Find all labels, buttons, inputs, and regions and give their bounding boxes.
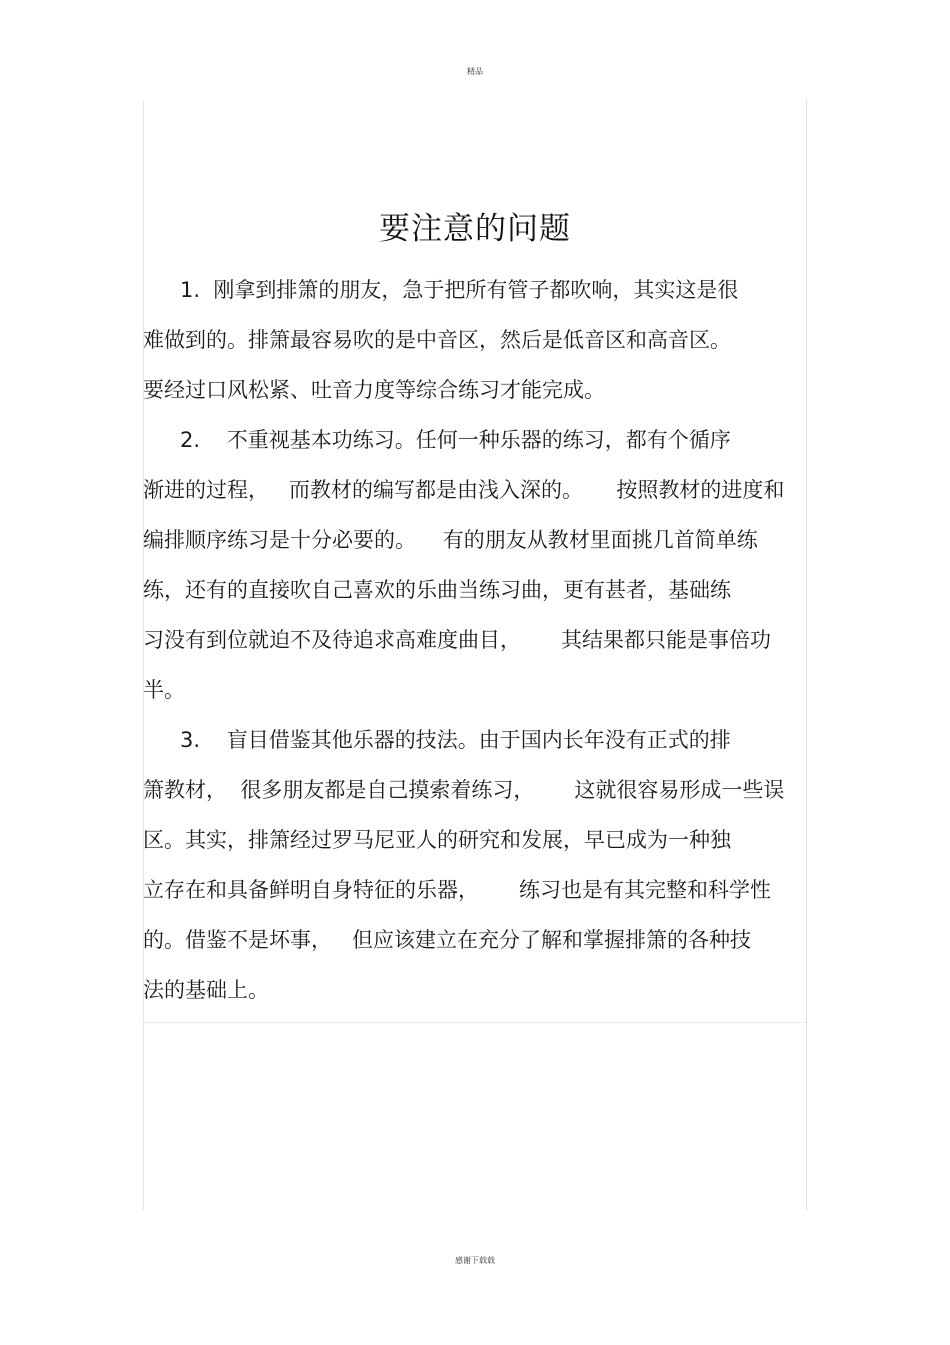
paragraph-line: 2. 不重视基本功练习。任何一种乐器的练习，都有个循序 [180, 428, 731, 452]
page-frame-right [806, 100, 807, 1210]
paragraph-line: 法的基础上。 [143, 978, 269, 1002]
page-frame-left [143, 100, 144, 1210]
paragraph-line: 习没有到位就迫不及待追求高难度曲目， 其结果都只能是事倍功 [143, 628, 772, 652]
page-title: 要注意的问题 [379, 211, 571, 247]
paragraph-line: 练，还有的直接吹自己喜欢的乐曲当练习曲，更有甚者，基础练 [143, 578, 731, 602]
page-frame-divider [143, 1022, 806, 1023]
paragraph-line: 立存在和具备鲜明自身特征的乐器， 练习也是有其完整和科学性 [143, 878, 772, 902]
footer-watermark: 感谢下载载 [455, 1256, 495, 1265]
paragraph-line: 渐进的过程， 而教材的编写都是由浅入深的。 按照教材的进度和 [143, 478, 785, 502]
paragraph-line: 1. 刚拿到排箫的朋友，急于把所有管子都吹响，其实这是很 [180, 278, 739, 302]
paragraph-line: 箫教材， 很多朋友都是自己摸索着练习， 这就很容易形成一些误 [143, 778, 785, 802]
paragraph-line: 要经过口风松紧、吐音力度等综合练习才能完成。 [143, 378, 605, 402]
paragraph-line: 难做到的。排箫最容易吹的是中音区，然后是低音区和高音区。 [143, 328, 731, 352]
paragraph-line: 半。 [143, 678, 185, 702]
paragraph-line: 编排顺序练习是十分必要的。 有的朋友从教材里面挑几首简单练 [143, 528, 758, 552]
paragraph-line: 的。借鉴不是坏事， 但应该建立在充分了解和掌握排箫的各种技 [143, 928, 752, 952]
paragraph-line: 区。其实，排箫经过罗马尼亚人的研究和发展，早已成为一种独 [143, 828, 731, 852]
paragraph-line: 3. 盲目借鉴其他乐器的技法。由于国内长年没有正式的排 [180, 728, 731, 752]
header-watermark: 精品 [467, 67, 483, 76]
